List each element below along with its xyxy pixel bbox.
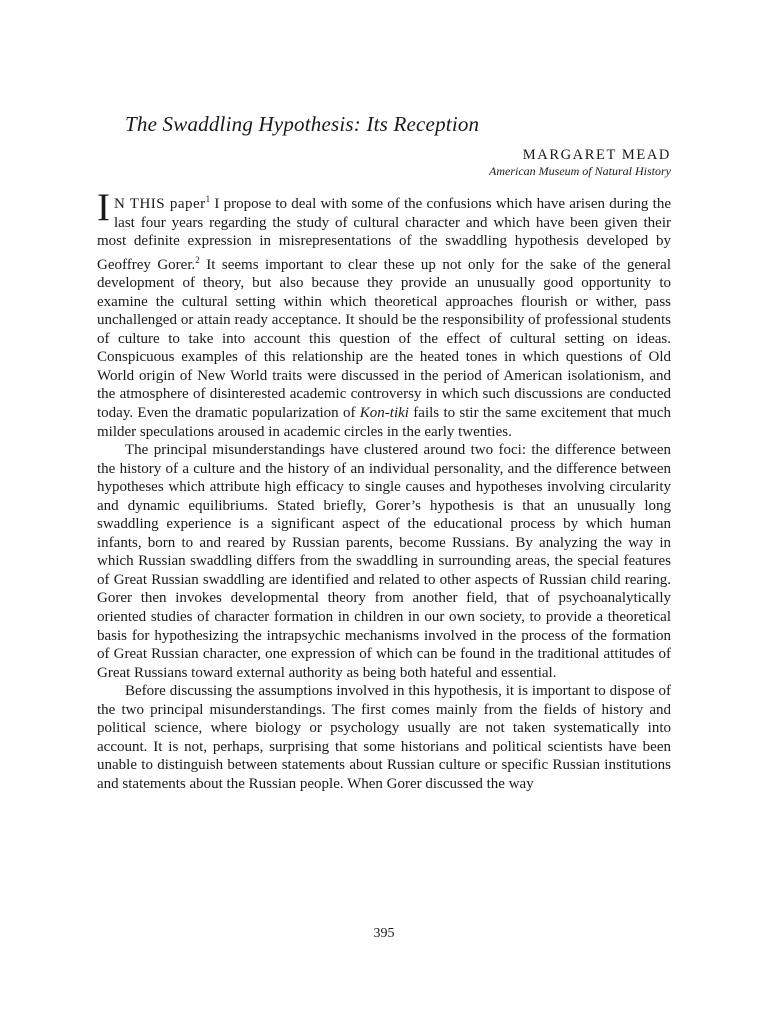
page-number: 395 [373, 926, 395, 941]
paragraph-1 [97, 186, 671, 441]
footnote-ref-2: 2 [195, 254, 200, 265]
author-name: MARGARET MEAD [522, 147, 671, 163]
drop-cap: I [97, 186, 110, 229]
footnote-ref-1: 1 [205, 194, 211, 204]
paragraph-1-lead: N THIS paper [114, 196, 206, 212]
article-body [97, 186, 671, 794]
kon-tiki-title: Kon-tiki [359, 405, 409, 422]
author-affiliation: American Museum of Natural History [489, 164, 671, 178]
paragraph-1-text-a: I propose to deal with some of the confusions which have arisen during the last four years regarding the study of cultural character and which have been given their most definite expression in misrepresentations of the swaddling hypothesis developed by Geoffrey Gorer. [97, 196, 671, 273]
paragraph-2: The principal misunderstandings have clustered around two foci: the difference between the history of a culture and the history of an individual personality, and the difference between hypotheses which attribute high efficacy to single causes and hypotheses involving circularity and dynamic equilibriums. Stated briefly, Gorer’s hypothesis is that an unusually long swaddling experience is a significant aspect of the educational process by which human infants, born to and reared by Russian parents, become Russians. By analyzing the way in which Russian swaddling differs from the swaddling in surrounding areas, the special features of Great Russian swaddling are identified and related to other aspects of Russian child rearing. Gorer then invokes developmental theory from another field, that of psychoanalytically oriented studies of character formation in children in our own society, to provide a theoretical basis for hypothesizing the intrapsychic mechanisms involved in the process of the formation of Great Russian character, one expression of which can be found in the traditional attitudes of Great Russians toward external authority as being both hateful and essential. [97, 442, 671, 681]
paragraph-1-text-b: It seems important to clear these up not only for the sake of the general development of theory, but also because they provide an unusually good opportunity to examine the cultural setting within which theoretical approaches flourish or wither, pass unchallenged or attain ready acceptance. It should be the responsibility of professional students of culture to take into account this question of the effect of cultural setting on ideas. Conspicuous examples of this relationship are the heated tones in which questions of Old World origin of New World traits were discussed in the period of American isolationism, and the atmosphere of disinterested academic controversy in which such discussions are conducted today. Even the dramatic popularization of [97, 256, 671, 422]
article-title: The Swaddling Hypothesis: Its Reception [125, 112, 480, 136]
paragraph-3: Before discussing the assumptions involved in this hypothesis, it is important to dispose of the two principal misunderstandings. The first comes mainly from the fields of history and political science, where biology or psychology usually are not taken systematically into account. It is not, perhaps, surprising that some historians and political scientists have been unable to distinguish between statements about Russian culture or specific Russian institutions and statements about the Russian people. When Gorer discussed the way [97, 683, 671, 792]
paragraph-1-text-c: fails to stir the same excitement that much milder speculations aroused in academic circles in the early twenties. [97, 405, 671, 440]
